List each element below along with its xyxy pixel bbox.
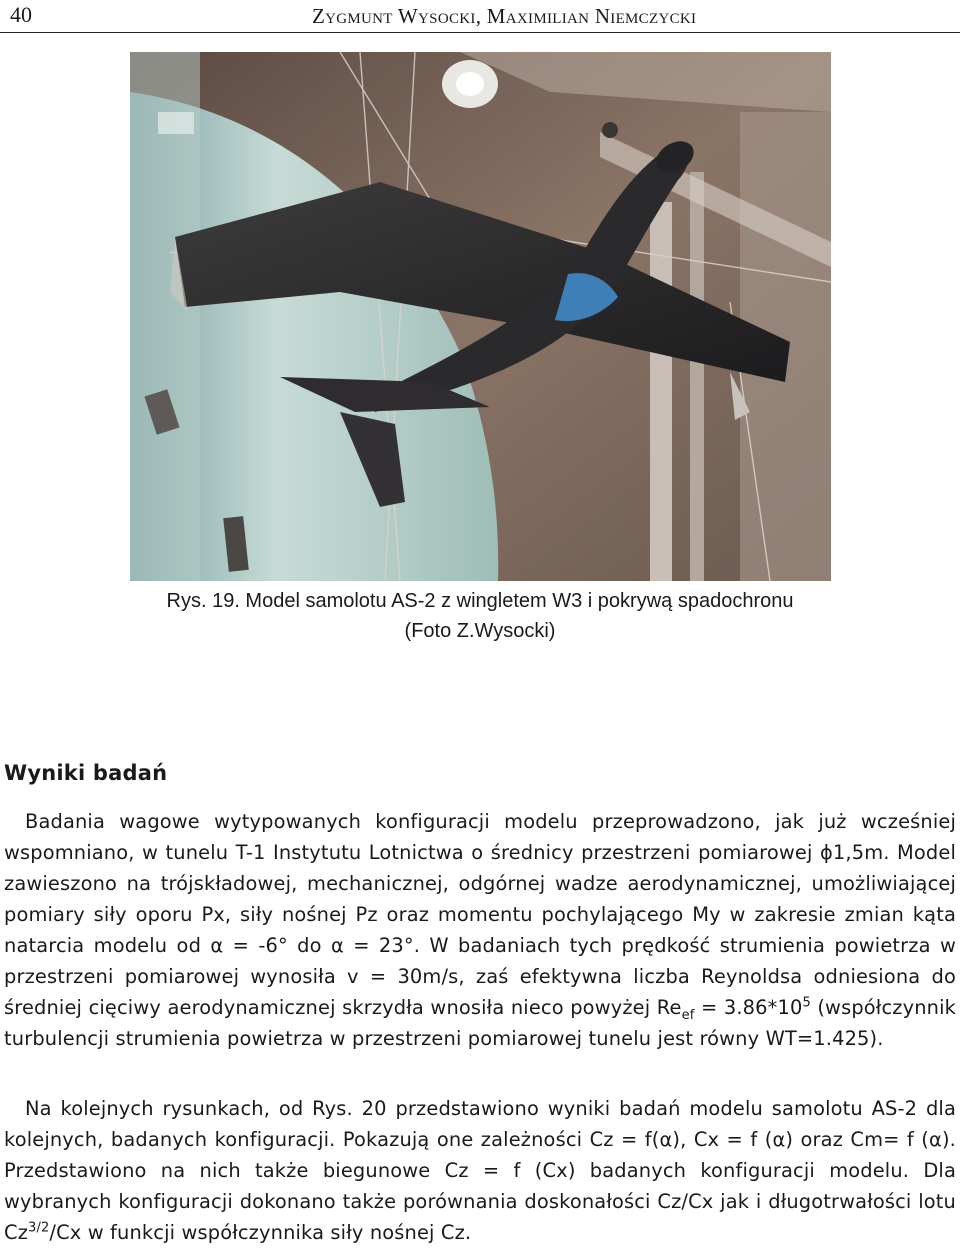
paragraph-1-text-c: (współczynnik turbulencji strumienia powietrza w przestrzeni pomiarowej tunelu jest równy WT=1.425). [4,996,957,1050]
paragraph-1-text-a: Badania wagowe wytypowanych konfiguracji modelu przeprowadzono, jak już wcześniej wspomniano, w tunelu T-1 Instytutu Lotnictwa o średnicy przestrzeni pomiarowej ϕ1,5m. Model zawieszono na trójskładowej, mechanicznej, odgórnej wadze aerodynamicznej, umożliwiającej pomiary siły oporu Px, siły nośnej Pz oraz momentu pochylającego My w zakresie zmian kąta natarcia modelu od α = -6° do α = 23°. W badaniach tych prędkość strumienia powietrza w przestrzeni pomiarowej wynosiła v = 30m/s, zaś efektywna liczba Reynoldsa odniesiona do średniej cięciwy aerodynamicznej skrzydła wnosiła nieco powyżej Re [4,810,956,1019]
figure-caption: Rys. 19. Model samolotu AS-2 z wingletem W3 i pokrywą spadochronu [166,590,794,612]
paragraph-2-text-b: /Cx w funkcji współczynnika siły nośnej Cz. [49,1221,472,1244]
reynolds-subscript: ef [681,1007,695,1023]
exponent: 5 [802,995,811,1011]
paragraph-2 [4,1093,956,1248]
running-header [0,0,960,33]
paragraph-1 [4,806,956,1054]
paragraph-2-text-a: Na kolejnych rysunkach, od Rys. 20 przedstawiono wyniki badań modelu samolotu AS-2 dla kolejnych, badanych konfiguracji. Pokazują one zależności Cz = f(α), Cx = f (α) oraz Cm= f (α). Przedstawiono na nich także biegunowe Cz = f (Cx) badanych konfiguracji modelu. Dla wybranych konfiguracji dokonano także porównania doskonałości Cz/Cx jak i długotrwałości lotu Cz [4,1097,956,1244]
running-head-authors: Zygmunt Wysocki, Maximilian Niemczycki [312,4,697,28]
figure-credit: (Foto Z.Wysocki) [404,620,556,642]
paragraph-1-text-b: = 3.86*10 [694,996,803,1019]
page-number: 40 [10,2,32,27]
figure-photo-airplane-model [130,52,831,581]
section-heading: Wyniki badań [4,761,168,785]
exponent: 3/2 [28,1220,50,1236]
